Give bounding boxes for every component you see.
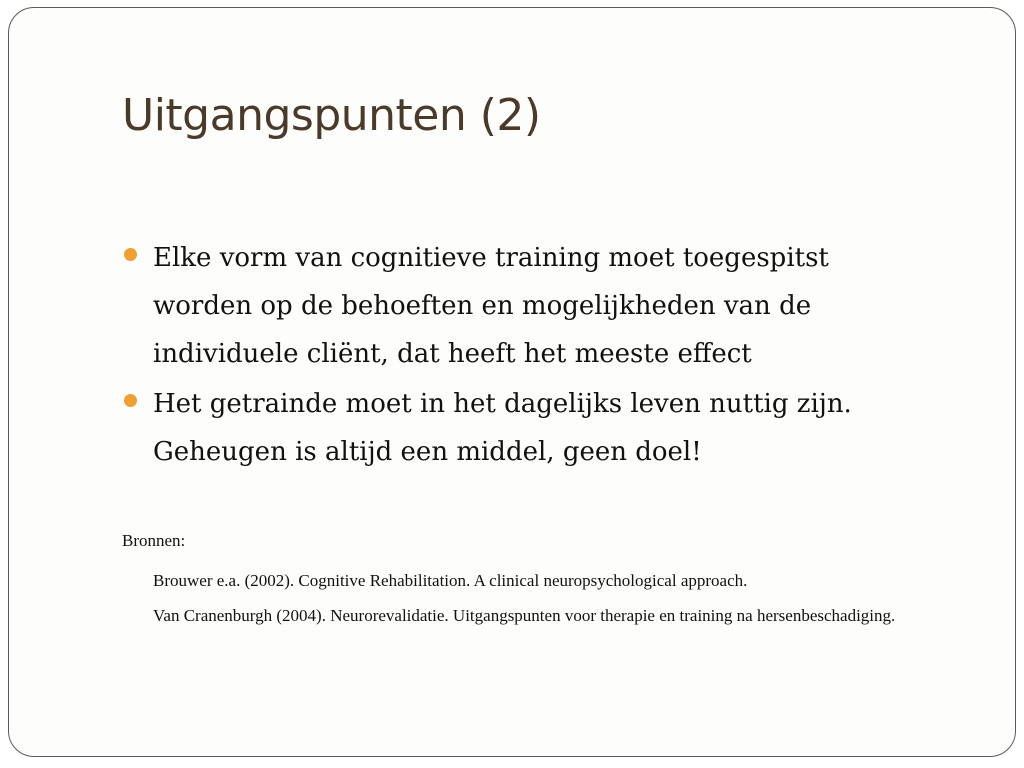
bullet-text: Het getrainde moet in het dagelijks leven nuttig zijn. Geheugen is altijd een middel, geen doel!: [153, 389, 852, 467]
reference-list: [153, 568, 913, 638]
sources-label: Bronnen:: [122, 531, 186, 550]
bullet-dot-icon: [124, 394, 137, 407]
slide-title: Uitgangspunten (2): [122, 90, 541, 141]
bullet-dot-icon: [124, 248, 137, 261]
bullet-item: [122, 234, 922, 378]
reference-item: Brouwer e.a. (2002). Cognitive Rehabilitation. A clinical neuropsychological approach.: [153, 571, 748, 590]
reference-item: Van Cranenburgh (2004). Neurorevalidatie. Uitgangspunten voor therapie en training na hersenbeschadiging.: [153, 606, 896, 625]
bullet-list: [122, 234, 922, 478]
bullet-text: Elke vorm van cognitieve training moet toegespitst worden op de behoeften en mogelijkheden van de individuele cliënt, dat heeft het meeste effect: [153, 243, 829, 369]
bullet-item: [122, 380, 922, 476]
slide-frame: [8, 7, 1016, 757]
